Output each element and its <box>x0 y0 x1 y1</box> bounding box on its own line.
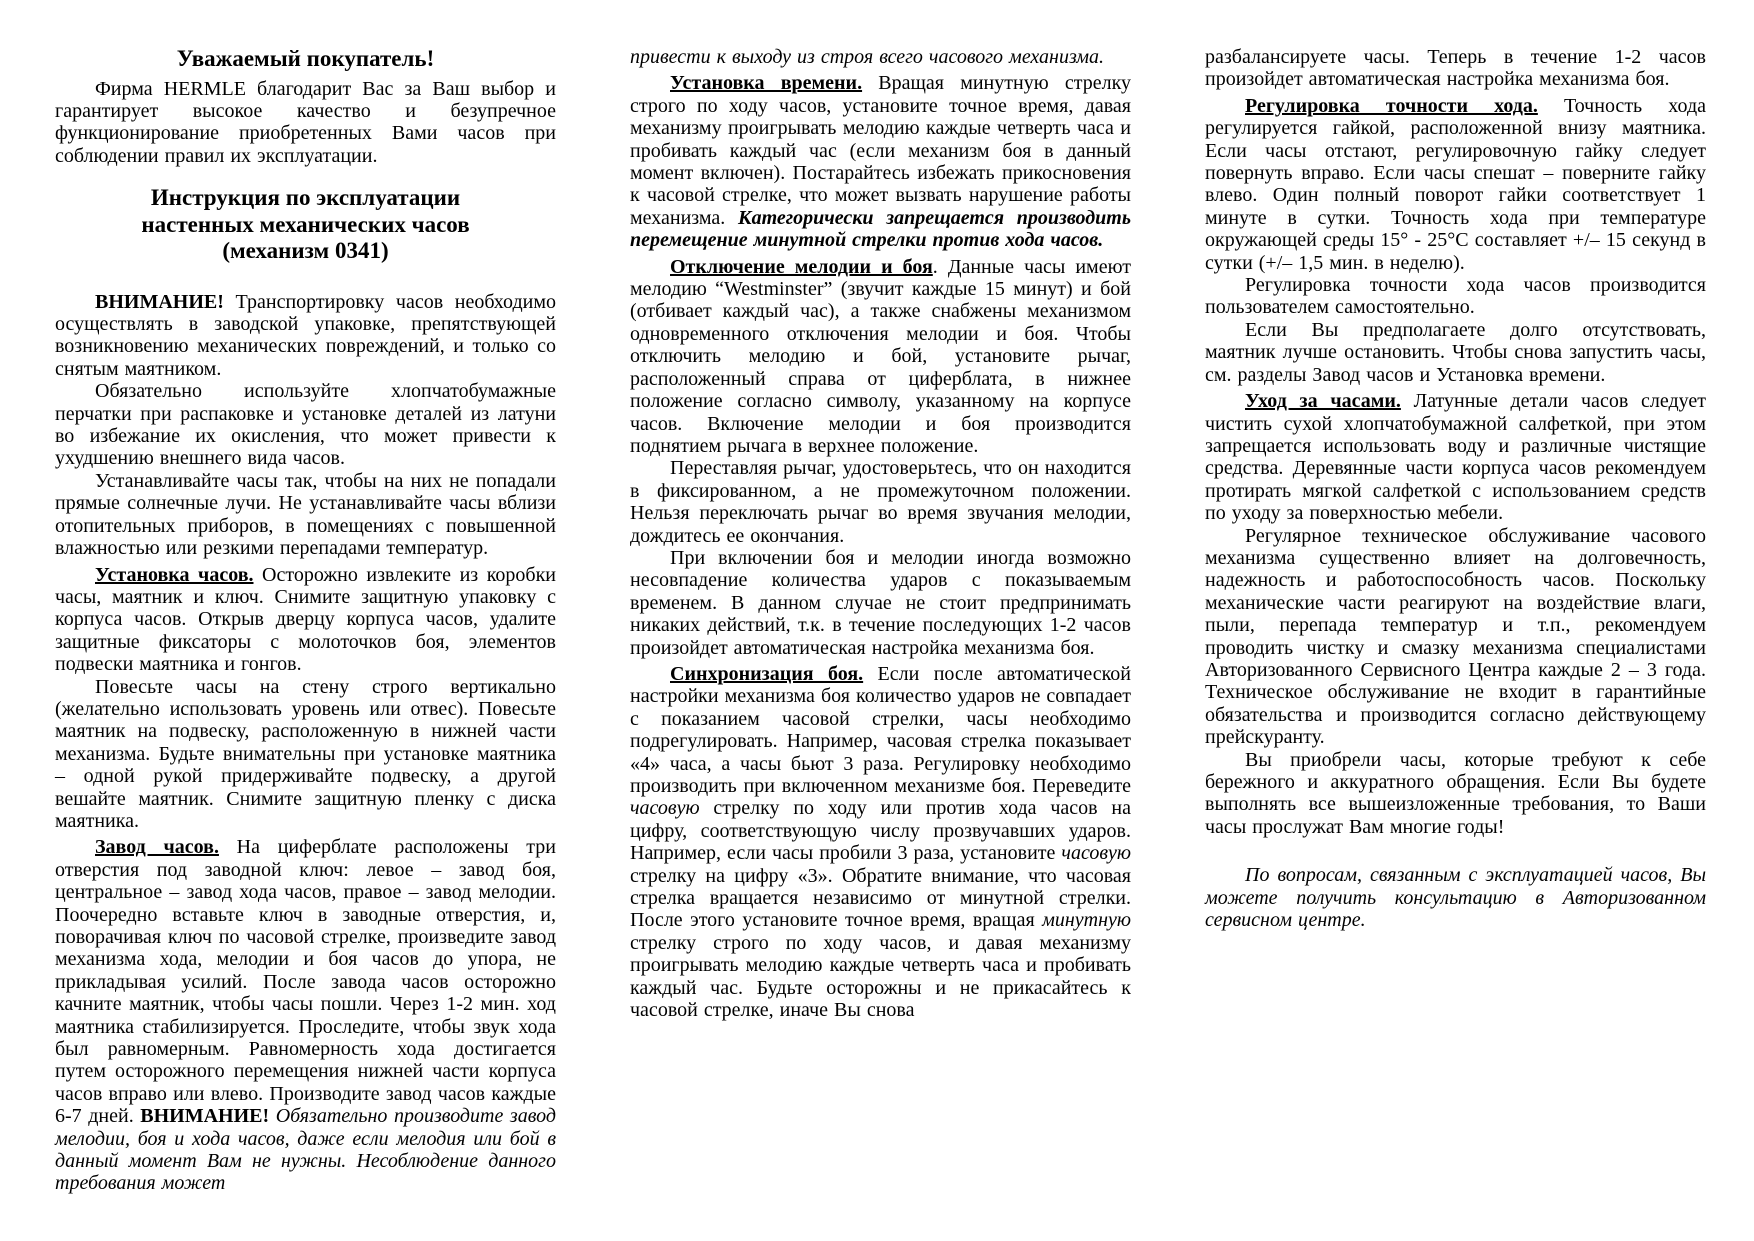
text-run: стрелку строго по ходу часов, и давая механизму проигрывать мелодию каждые четверть часа и пробивать каждый час. Будьте осторожны и не прикасайтесь к часовой стрелке, иначе Вы снова <box>630 931 1131 1022</box>
text-run: . Данные часы имеют мелодию “Westminster” (звучит каждые 15 минут) и бой (отбивает каждый час), а также снабжены механизмом одновременного отключения мелодии и боя. Чтобы отключить мелодию и бой, установите рычаг, расположенный справа от циферблата, в нижнее положение согласно символу, указанному на корпусе часов. Включение мелодии и боя производится поднятием рычага в верхнее положение. <box>630 255 1131 457</box>
text-run: Категорически запрещается производить перемещение минутной стрелки против хода часов. <box>630 206 1132 252</box>
paragraph <box>1205 749 1706 839</box>
document-heading <box>55 46 556 73</box>
paragraph <box>55 564 556 676</box>
paragraph <box>630 547 1131 659</box>
text-run: Если после автоматической настройки механизма боя количество ударов не совпадает с показанием часовой стрелки, часы необходимо подрегулировать. Например, часовая стрелка показывает «4» часа, а часы бьют 3 раза. Регулировку необходимо производить при включенном механизме боя. Переведите <box>630 662 1131 797</box>
text-run: Фирма HERMLE благодарит Вас за Ваш выбор и гарантирует высокое качество и безупречное функционирование приобретенных Вами часов при соблюдении правил их эксплуатации. <box>55 77 556 167</box>
text-run: стрелку по ходу или против хода часов на цифру, соответствующую числу прозвучавших ударов. Например, если часы пробили 3 раза, установите <box>630 797 1131 865</box>
heading-line: (механизм 0341) <box>222 238 389 264</box>
text-run: Обязательно производите завод мелодии, боя и хода часов, даже если мелодия или бой в данный момент Вам не нужны. Несоблюдение данного требования может <box>55 1105 557 1195</box>
paragraph <box>1205 274 1706 319</box>
section-title-run: Установка часов. <box>95 563 254 586</box>
heading-line: Инструкция по эксплуатации <box>150 185 461 211</box>
paragraph <box>1205 390 1706 524</box>
text-run: Вы приобрели часы, которые требуют к себе бережного и аккуратного обращения. Если Вы будете выполнять все вышеизложенные требования, то Ваши часы прослужат Вам многие годы! <box>1205 748 1706 838</box>
paragraph <box>1205 864 1706 931</box>
text-run: Повесьте часы на стену строго вертикально (желательно использовать уровень или отвес). Повесьте маятник на подвеску, расположенную в нижней части механизма. Будьте внимательны при установке маятника – одной рукой придерживайте подвеску, а другой вешайте маятник. Снимите защитную пленку с диска маятника. <box>55 675 556 832</box>
text-run: При включении боя и мелодии иногда возможно несовпадение количества ударов с показываемым временем. В данном случае не стоит предпринимать никаких действий, т.к. в течение последующих 1-2 часов произойдет автоматическая настройка механизма боя. <box>630 546 1131 659</box>
text-run <box>269 1105 276 1127</box>
section-title-run: Завод часов. <box>95 836 219 859</box>
text-column-1 <box>55 46 556 1241</box>
text-run: привести к выходу из строя всего часового механизма. <box>630 46 1105 68</box>
text-run: Регулярное техническое обслуживание часового механизма существенно влияет на долговечность, надежность и работоспособность часов. Поскольку механические части реагируют на воздействие влаги, пыли, перепада температур и т.п., рекомендуем проводить чистку и смазку механизма специалистами Авторизованного Сервисного Центра каждые 2 – 3 года. Техническое обслуживание не входит в гарантийные обязательства и производится согласно действующему прейскуранту. <box>1205 524 1706 749</box>
paragraph <box>1205 525 1706 749</box>
paragraph <box>55 836 556 1195</box>
text-run: Осторожно извлеките из коробки часы, маятник и ключ. Снимите защитную упаковку с корпуса часов. Открыв дверцу корпуса часов, удалите защитные фиксаторы с молоточков боя, элементов подвески маятника и гонгов. <box>55 563 556 676</box>
text-run: часовую <box>630 797 700 820</box>
paragraph <box>55 380 556 470</box>
paragraph <box>630 457 1131 547</box>
document-heading <box>55 185 556 265</box>
paragraph <box>55 291 556 381</box>
text-run: Если Вы предполагаете долго отсутствовать, маятник лучше остановить. Чтобы снова запустить часы, см. разделы Завод часов и Установка времени. <box>1205 318 1706 386</box>
text-run: По вопросам, связанным с эксплуатацией часов, Вы можете получить консультацию в Авторизованном сервисном центре. <box>1205 864 1706 932</box>
paragraph <box>630 72 1131 251</box>
heading-line: Уважаемый покупатель! <box>176 46 435 71</box>
paragraph <box>630 46 1131 68</box>
text-column-3 <box>1205 46 1706 1241</box>
text-run: Переставляя рычаг, удостоверьтесь, что он находится в фиксированном, а не промежуточном положении. Нельзя переключать рычаг во время звучания мелодии, дождитесь ее окончания. <box>630 457 1131 547</box>
text-run: Устанавливайте часы так, чтобы на них не попадали прямые солнечные лучи. Не устанавливайте часы вблизи отопительных приборов, в помещениях с повышенной влажностью или резкими перепадами температур. <box>55 469 556 560</box>
text-run: Латунные детали часов следует чистить сухой хлопчатобумажной салфеткой, при этом запрещается использовать воду и различные чистящие средства. Деревянные части корпуса часов рекомендуем протирать мягкой салфеткой с использованием средств по уходу за поверхностью мебели. <box>1205 390 1706 525</box>
text-run: Регулировка точности хода часов производится пользователем самостоятельно. <box>1205 274 1706 319</box>
text-run: Вращая минутную стрелку строго по ходу часов, установите точное время, давая механизму проигрывать мелодию каждые четверть часа и пробивать каждый час (если механизм боя в данный момент включен). Постарайтесь избежать прикосновения к часовой стрелке, что может вызвать нарушение работы механизма. <box>630 72 1132 229</box>
paragraph <box>55 78 556 168</box>
text-run: Точность хода регулируется гайкой, расположенной внизу маятника. Если часы отстают, регулировочную гайку следует повернуть вправо. Если часы спешат – поверните гайку влево. Один полный поворот гайки соответствует 1 минуте в сутки. Точность хода при температуре окружающей среды 15° - 25°С составляет +/– 15 секунд в сутки (+/– 1,5 мин. в неделю). <box>1205 94 1706 274</box>
text-run: разбалансируете часы. Теперь в течение 1-2 часов произойдет автоматическая настройка механизма боя. <box>1205 46 1706 91</box>
paragraph <box>1205 46 1706 91</box>
text-run: ВНИМАНИЕ! <box>140 1105 270 1128</box>
paragraph <box>630 256 1131 458</box>
text-column-2 <box>630 46 1131 1241</box>
paragraph <box>55 676 556 833</box>
section-title-run: Синхронизация боя. <box>670 662 864 685</box>
text-run: минутную <box>1042 909 1131 932</box>
paragraph <box>1205 319 1706 386</box>
paragraph <box>630 663 1131 1022</box>
text-run: На циферблате расположены три отверстия под заводной ключ: левое – завод боя, центральное – завод хода часов, правое – завод мелодии. Поочередно вставьте ключ в заводные отверстия, и, поворачивая ключ по часовой стрелке, произведите завод механизма хода, мелодии и боя часов до упора, не прикладывая усилий. После завода часов осторожно качните маятник, чтобы часы пошли. Через 1-2 мин. ход маятника стабилизируется. Проследите, чтобы звук хода был равномерным. Равномерность хода достигается путем осторожного перемещения нижней части корпуса часов вправо или влево. Производите завод часов каждые 6-7 дней. <box>55 836 556 1128</box>
section-title-run: Отключение мелодии и боя <box>670 255 933 278</box>
section-title-run: Установка времени. <box>670 72 863 95</box>
text-run: ВНИМАНИЕ! <box>95 290 224 313</box>
text-run: Обязательно используйте хлопчатобумажные перчатки при распаковке и установке деталей из латуни во избежание их окисления, что может привести к ухудшению внешнего вида часов. <box>55 380 556 470</box>
text-run: стрелку на цифру «3». Обратите внимание, что часовая стрелка вращается независимо от минутной стрелки. После этого установите точное время, вращая <box>630 864 1131 932</box>
heading-line: настенных механических часов <box>141 211 470 237</box>
section-title-run: Уход за часами. <box>1245 390 1401 413</box>
text-run: часовую <box>1061 842 1131 865</box>
paragraph <box>1205 95 1706 274</box>
paragraph <box>55 470 556 560</box>
section-title-run: Регулировка точности хода. <box>1245 94 1538 117</box>
text-run: Транспортировку часов необходимо осуществлять в заводской упаковке, препятствующей возникновению механических повреждений, и только со снятым маятником. <box>55 290 556 380</box>
